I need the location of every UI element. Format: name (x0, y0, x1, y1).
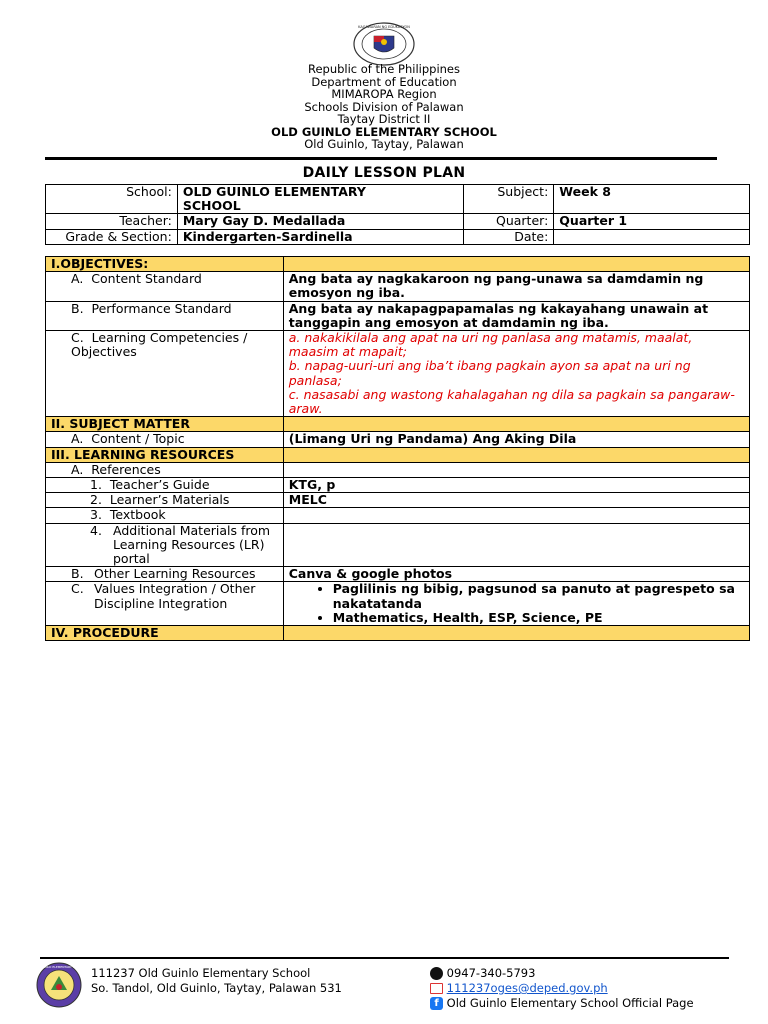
info-row-teacher (46, 214, 750, 229)
competency-c: c. nasasabi ang wastong kahalagahan ng dila sa pagkain sa pangaraw-araw. (288, 386, 735, 417)
svg-text:OLD GUINLO ELEMENTARY SCHOOL: OLD GUINLO ELEMENTARY SCHOOL (32, 965, 86, 969)
performance-standard-value: Ang bata ay nakapagpapamalas ng kakayahang unawain at tanggapin ang emosyon at damdamin ng iba. (283, 301, 749, 330)
info-row-grade (46, 229, 750, 244)
content-standard-label: A. Content Standard (46, 272, 284, 301)
teacher-label: Teacher: (46, 214, 178, 229)
row-topic (46, 432, 750, 447)
phone-icon (430, 967, 443, 980)
row-references (46, 462, 750, 477)
header-line-division: Schools Division of Palawan (304, 99, 464, 114)
row-content-standard (46, 272, 750, 301)
teachers-guide-label: 1. Teacher’s Guide (46, 478, 284, 493)
section-procedure (46, 626, 750, 641)
footer-phone: 0947-340-5793 (446, 966, 536, 980)
school-label: School: (46, 185, 178, 214)
lesson-plan-table (45, 256, 750, 641)
row-other-resources (46, 567, 750, 582)
date-value (554, 229, 750, 244)
values-item-2: • Mathematics, Health, ESP, Science, PE (333, 611, 744, 625)
header-address: Old Guinlo, Taytay, Palawan (304, 137, 464, 151)
competencies-label: C. Learning Competencies / Objectives (46, 331, 284, 417)
section-title-subject-matter: II. SUBJECT MATTER (46, 417, 284, 432)
school-logo (32, 962, 86, 1008)
info-table (45, 184, 750, 245)
row-learners-materials (46, 493, 750, 508)
subject-value: Week 8 (554, 185, 750, 214)
footer-address-line: So. Tandol, Old Guinlo, Taytay, Palawan 531 (91, 981, 342, 995)
header-line-region: MIMAROPA Region (331, 87, 437, 101)
footer-divider (40, 957, 729, 959)
footer-email-row (430, 981, 694, 996)
row-teachers-guide (46, 478, 750, 493)
competencies-value (283, 331, 749, 417)
performance-standard-label: B. Performance Standard (46, 301, 284, 330)
row-values-integration (46, 582, 750, 626)
svg-text:KAGAWARAN NG EDUKASYON: KAGAWARAN NG EDUKASYON (358, 25, 410, 29)
content-standard-value: Ang bata ay nagkakaroon ng pang-unawa sa damdamin ng emosyon ng iba. (283, 272, 749, 301)
section-subject-matter (46, 417, 750, 432)
footer-contact (430, 966, 694, 1011)
header-divider (45, 157, 717, 160)
footer-school-info (91, 966, 342, 996)
competency-a: a. nakakikilala ang apat na uri ng panlasa ang matamis, maalat, maasim at mapait; (288, 330, 693, 360)
other-resources-value: Canva & google photos (283, 567, 749, 582)
learners-materials-value: MELC (283, 493, 749, 508)
section-title-procedure: IV. PROCEDURE (46, 626, 284, 641)
section-title-learning-resources: III. LEARNING RESOURCES (46, 447, 284, 462)
teacher-value: Mary Gay D. Medallada (177, 214, 464, 229)
competency-b: b. napag-uuri-uri ang iba’t ibang pagkain ayon sa apat na uri ng panlasa; (288, 358, 691, 388)
header-line-republic: Republic of the Philippines (307, 62, 461, 76)
row-competencies (46, 331, 750, 417)
additional-materials-label: 4. Additional Materials from Learning Resources (LR) portal (46, 523, 284, 567)
header-line-district: Taytay District II (337, 112, 431, 126)
quarter-value: Quarter 1 (554, 214, 750, 229)
deped-seal-logo (352, 22, 416, 66)
facebook-icon: f (430, 997, 443, 1010)
values-integration-value (283, 582, 749, 626)
values-item-1: • Paglilinis ng bibig, pagsunod sa panuto at pagrespeto sa nakatatanda (333, 582, 744, 610)
date-label: Date: (464, 229, 554, 244)
header-school-name: OLD GUINLO ELEMENTARY SCHOOL (271, 124, 497, 139)
info-row-school (46, 185, 750, 214)
topic-label: A. Content / Topic (46, 432, 284, 447)
section-title-objectives: I.OBJECTIVES: (46, 257, 284, 272)
grade-value: Kindergarten-Sardinella (177, 229, 464, 244)
document-title: DAILY LESSON PLAN (302, 165, 466, 181)
row-additional-materials (46, 523, 750, 567)
topic-value: (Limang Uri ng Pandama) Ang Aking Dila (283, 432, 749, 447)
learners-materials-label: 2. Learner’s Materials (46, 493, 284, 508)
footer-school-line: 111237 Old Guinlo Elementary School (91, 966, 311, 980)
other-resources-label: B. Other Learning Resources (46, 567, 284, 582)
footer-phone-row (430, 966, 694, 981)
gmail-icon (430, 983, 443, 994)
footer-facebook-row (430, 996, 694, 1011)
row-textbook (46, 508, 750, 523)
subject-label: Subject: (464, 185, 554, 214)
header-block (0, 63, 768, 151)
teachers-guide-value: KTG, p (283, 478, 749, 493)
section-learning-resources (46, 447, 750, 462)
section-objectives (46, 257, 750, 272)
references-label: A. References (46, 462, 284, 477)
textbook-label: 3. Textbook (46, 508, 284, 523)
quarter-label: Quarter: (464, 214, 554, 229)
values-integration-label: C. Values Integration / Other Discipline Integration (46, 582, 284, 626)
footer-email-link[interactable]: 111237oges@deped.gov.ph (446, 981, 608, 995)
row-performance-standard (46, 301, 750, 330)
header-line-deped: Department of Education (311, 74, 457, 89)
grade-label: Grade & Section: (46, 229, 178, 244)
footer-facebook[interactable]: Old Guinlo Elementary School Official Page (446, 996, 694, 1010)
school-value: OLD GUINLO ELEMENTARY SCHOOL (177, 185, 464, 214)
